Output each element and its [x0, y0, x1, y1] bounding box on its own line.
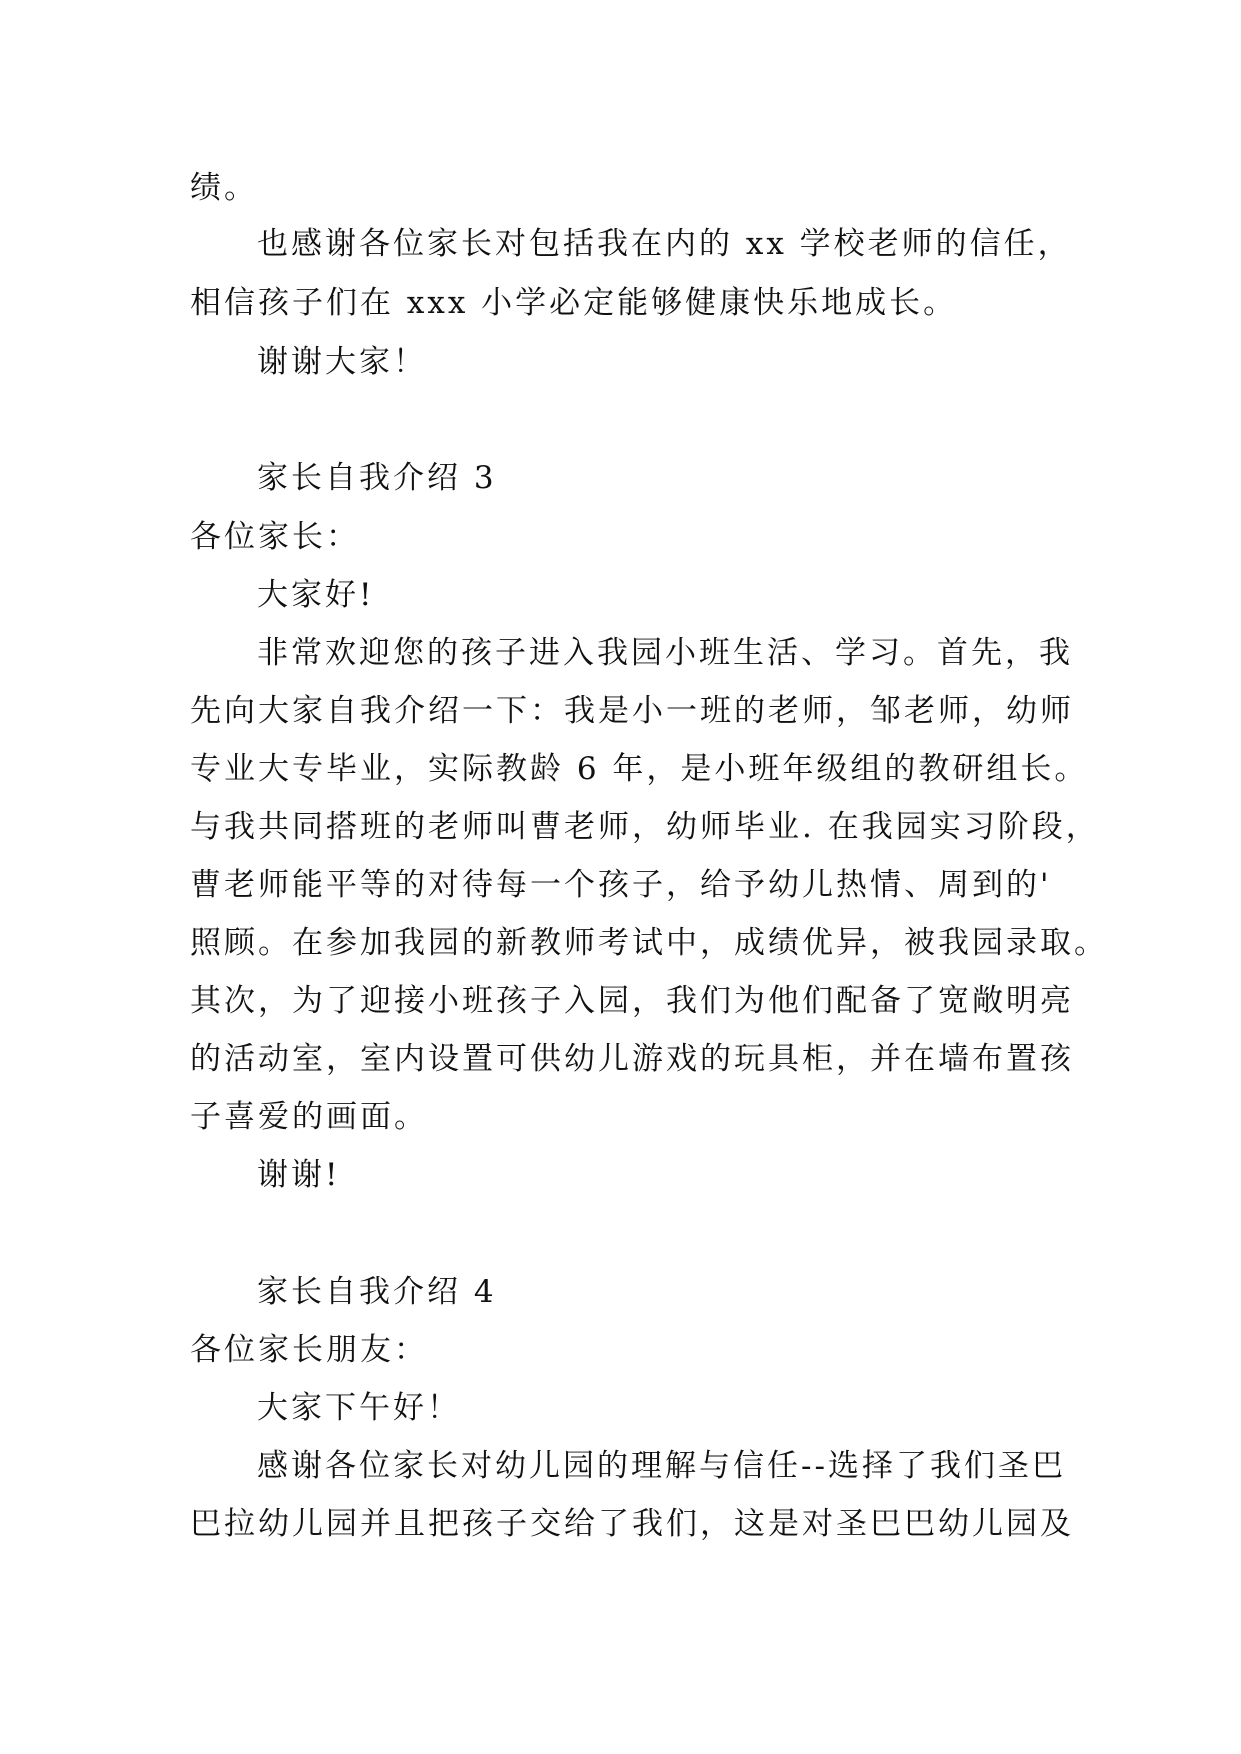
text-line: 先向大家自我介绍一下：我是小一班的老师，邹老师，幼师: [190, 693, 1074, 729]
section-heading: 家长自我介绍 3: [257, 460, 497, 496]
text-line: 也感谢各位家长对包括我在内的 xx 学校老师的信任，: [257, 226, 1072, 262]
text-line: 其次，为了迎接小班孩子入园，我们为他们配备了宽敞明亮: [190, 983, 1074, 1019]
text-line: 曹老师能平等的对待每一个孩子，给予幼儿热情、周到的': [190, 867, 1052, 903]
text-line: 感谢各位家长对幼儿园的理解与信任--选择了我们圣巴: [257, 1448, 1066, 1484]
closing-line: 谢谢!: [257, 1157, 341, 1193]
text-line: 巴拉幼儿园并且把孩子交给了我们，这是对圣巴巴幼儿园及: [190, 1506, 1074, 1542]
text-line: 的活动室，室内设置可供幼儿游戏的玩具柜，并在墙布置孩: [190, 1041, 1074, 1077]
text-line: 谢谢大家！: [257, 344, 427, 380]
text-line: 照顾。在参加我园的新教师考试中，成绩优异，被我园录取。: [190, 925, 1108, 961]
text-line: 子喜爱的画面。: [190, 1099, 428, 1135]
text-line: 与我共同搭班的老师叫曹老师，幼师毕业. 在我园实习阶段，: [190, 809, 1100, 845]
greeting: 大家好!: [257, 577, 375, 613]
text-line: 非常欢迎您的孩子进入我园小班生活、学习。首先，我: [257, 635, 1073, 671]
text-line: 相信孩子们在 xxx 小学必定能够健康快乐地成长。: [190, 285, 958, 321]
salutation: 各位家长朋友：: [190, 1332, 428, 1368]
section-heading: 家长自我介绍 4: [257, 1274, 497, 1310]
text-line: 绩。: [190, 170, 258, 206]
greeting: 大家下午好！: [257, 1390, 461, 1426]
text-line: 专业大专毕业，实际教龄 6 年，是小班年级组的教研组长。: [190, 751, 1089, 787]
salutation: 各位家长：: [190, 519, 360, 555]
